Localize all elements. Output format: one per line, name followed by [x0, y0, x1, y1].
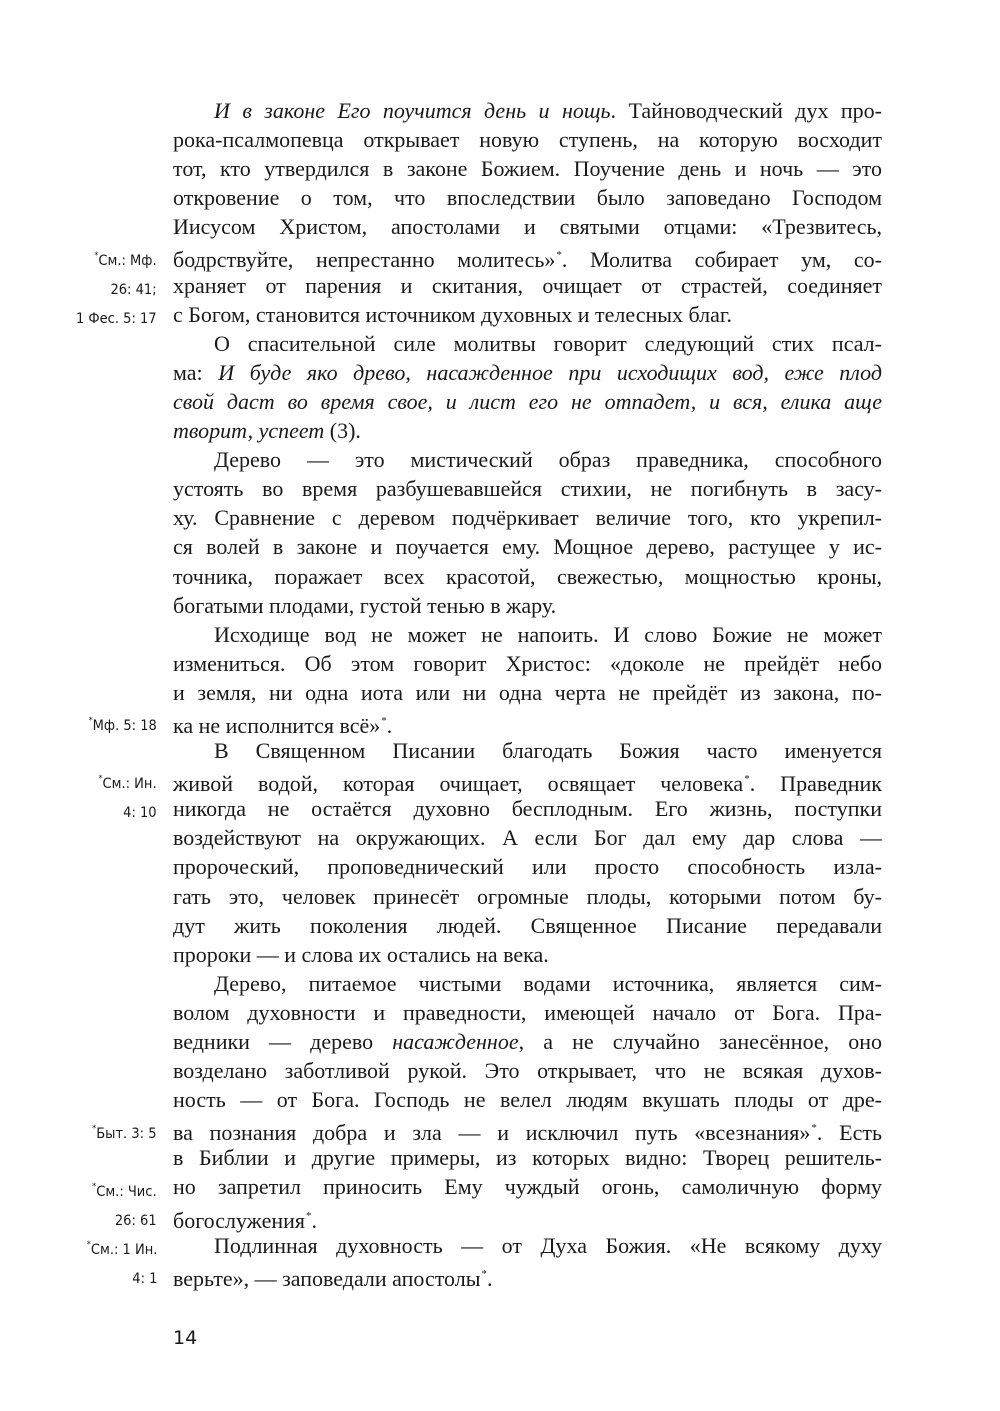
text-line	[173, 911, 882, 940]
text-line	[173, 649, 882, 678]
text-line	[173, 474, 882, 503]
text-run: точника, поражает всех красотой, свежестью, мощностью кроны,	[173, 563, 882, 589]
text-run: волом духовности и праведности, имеющей начало от Бога. Пра-	[173, 999, 882, 1025]
text-line	[173, 707, 882, 736]
text-run: Исходище вод не может не напоить. И слово Божие не может	[214, 621, 882, 647]
text-line	[173, 678, 882, 707]
text-run: В Священном Писании благодать Божия часто именуется	[214, 738, 882, 764]
text-line	[173, 591, 882, 620]
text-run: ся волей в законе и поучается ему. Мощное дерево, растущее у ис-	[173, 534, 882, 560]
text-run: богослужения	[173, 1207, 306, 1233]
text-line	[173, 940, 882, 969]
margin-note-text: См.: Ин.	[102, 776, 157, 793]
text-line	[173, 823, 882, 852]
margin-note	[92, 1173, 157, 1236]
text-run: бодрствуйте, непрестанно молитесь»	[173, 247, 556, 273]
text-run: верьте», — заповедали апостолы	[173, 1265, 481, 1291]
text-run: ведники — дерево	[173, 1029, 393, 1054]
footnote-marker: *	[88, 716, 93, 727]
text-run: дут жить поколения людей. Священное Писание передавали	[173, 912, 882, 938]
footnote-marker: *	[92, 1123, 97, 1134]
text-run: Иисусом Христом, апостолами и святыми отцами: «Трезвитесь,	[173, 214, 882, 240]
text-line	[173, 998, 882, 1027]
body-text	[173, 96, 882, 1289]
footnote-marker: *	[556, 249, 562, 262]
text-line	[173, 212, 882, 241]
margin-note	[86, 1231, 157, 1294]
text-line	[173, 736, 882, 765]
margin-note-text: См.: Чис.	[96, 1183, 157, 1200]
footnote-marker: *	[811, 1122, 817, 1135]
text-line	[173, 271, 882, 300]
text-run: откровение о том, что впоследствии было заповедано Господом	[173, 185, 882, 211]
text-run: . Праведник	[749, 771, 882, 797]
text-run: но запретил приносить Ему чуждый огонь, самоличную форму	[173, 1174, 882, 1200]
margin-note-line	[76, 276, 157, 305]
text-run: ка не исполнится всё»	[173, 712, 381, 738]
footnote-marker: *	[92, 1181, 97, 1192]
text-run: О спасительной силе молитвы говорит следующий стих псал-	[214, 330, 882, 356]
text-run: .	[487, 1265, 493, 1291]
text-line	[173, 387, 882, 416]
margin-note	[98, 765, 157, 828]
text-run: пророки — и слова их остались на века.	[173, 941, 549, 967]
margin-note-text: 26: 61	[115, 1212, 157, 1229]
page-number: 14	[173, 1327, 198, 1349]
text-line	[173, 1085, 882, 1114]
text-run: .	[386, 712, 393, 738]
margin-note-line	[92, 1173, 157, 1207]
text-line	[173, 445, 882, 474]
text-run: . Молитва собирает ум, со-	[561, 247, 882, 273]
italic-quote: творит, успеет	[173, 418, 325, 444]
text-line	[173, 1027, 882, 1056]
margin-note-line	[86, 1231, 157, 1265]
text-line	[173, 765, 882, 797]
text-run: тот, кто утвердился в законе Божием. Поучение день и ночь — это	[173, 156, 882, 182]
text-run: гать это, человек принесёт огромные плоды, которыми потом бу-	[173, 883, 882, 909]
margin-note-line	[76, 242, 157, 276]
text-run: храняет от парения и скитания, очищает от страстей, соединяет	[173, 272, 882, 298]
text-line	[173, 503, 882, 532]
text-run: и земля, ни одна иота или ни одна черта не прейдёт из закона, по-	[173, 679, 882, 705]
text-run: Дерево, питаемое чистыми водами источника, является сим-	[214, 970, 882, 996]
footnote-marker: *	[744, 773, 750, 786]
margin-note-line	[76, 305, 157, 334]
text-line	[173, 241, 882, 273]
italic-quote: И в законе Его поучится день и нощь	[214, 98, 611, 123]
footnote-marker: *	[306, 1209, 312, 1222]
text-line	[173, 1231, 882, 1260]
text-line	[173, 329, 882, 358]
italic-quote: свой даст во время свое, и лист его не отпадет, и вся, елика аще	[173, 388, 882, 414]
text-run: . Есть	[816, 1120, 882, 1146]
text-run: измениться. Об этом говорит Христос: «доколе не прейдёт небо	[173, 650, 882, 676]
margin-note-text: 4: 1	[131, 1270, 157, 1287]
text-run: Подлинная духовность — от Духа Божия. «Не всякому духу	[214, 1232, 882, 1258]
text-line	[173, 1114, 882, 1146]
text-run: .	[311, 1207, 318, 1233]
text-run: ва познания добра и зла — и исключил путь «всезнания»	[173, 1120, 811, 1146]
text-run: живой водой, которая очищает, освящает человека	[173, 771, 744, 797]
footnote-marker: *	[98, 774, 103, 785]
text-line	[173, 1172, 882, 1201]
margin-note-text: См.: 1 Ин.	[90, 1241, 157, 1258]
text-run: устоять во время разбушевавшейся стихии, не погибнуть в засу-	[173, 476, 882, 502]
text-line	[173, 416, 882, 445]
text-line	[173, 125, 882, 154]
text-run: , а не случайно занесённое, оно	[518, 1029, 882, 1054]
italic-quote: И буде яко древо, насажденное при исходищих вод, еже плод	[218, 359, 882, 385]
footnote-marker: *	[381, 714, 387, 727]
margin-note-text: Мф. 5: 18	[92, 718, 157, 735]
margin-note	[76, 242, 157, 334]
text-line	[173, 969, 882, 998]
text-run: богатыми плодами, густой тенью в жару.	[173, 592, 557, 618]
text-run: воздействуют на окружающих. А если Бог дал ему дар слова —	[173, 825, 882, 851]
text-line	[173, 882, 882, 911]
text-line	[173, 358, 882, 387]
text-line	[173, 183, 882, 212]
text-line	[173, 96, 882, 125]
margin-note-text: Быт. 3: 5	[96, 1125, 157, 1142]
text-run: в Библии и другие примеры, из которых видно: Творец решитель-	[173, 1145, 882, 1171]
margin-note-line	[88, 707, 157, 741]
margin-note-line	[98, 765, 157, 799]
footnote-marker: *	[86, 1239, 91, 1250]
italic-quote: насажденное	[392, 1029, 519, 1054]
text-run: . Тайноводческий дух про-	[610, 98, 882, 123]
text-line	[173, 620, 882, 649]
text-run: ху. Сравнение с деревом подчёркивает величие того, кто укрепил-	[173, 505, 882, 531]
margin-note-text: 4: 10	[123, 805, 157, 822]
footnote-marker: *	[481, 1267, 488, 1280]
footnote-marker: *	[94, 250, 99, 261]
text-line	[173, 562, 882, 591]
margin-note	[92, 1115, 157, 1149]
text-line	[173, 794, 882, 823]
text-line	[173, 1260, 882, 1289]
text-run: с Богом, становится источником духовных и телесных благ.	[173, 301, 732, 327]
margin-note-line	[86, 1265, 157, 1294]
text-run: никогда не остаётся духовно бесплодным. Его жизнь, поступки	[173, 796, 882, 822]
text-line	[173, 1202, 882, 1231]
text-line	[173, 1056, 882, 1085]
text-line	[173, 154, 882, 183]
text-line	[173, 532, 882, 561]
text-run: ность — от Бога. Господь не велел людям вкушать плоды от дре-	[173, 1087, 882, 1113]
text-run: рока-псалмопевца открывает новую ступень, на которую восходит	[173, 127, 882, 153]
text-line	[173, 300, 882, 329]
text-line	[173, 1143, 882, 1172]
text-run: Дерево — это мистический образ праведника, способного	[214, 447, 882, 473]
margin-note-text: См.: Мф.	[98, 252, 157, 269]
margin-note-text: 26: 41;	[110, 281, 157, 298]
text-run: (3).	[324, 418, 361, 444]
margin-note-line	[98, 799, 157, 828]
margin-note-text: 1 Фес. 5: 17	[76, 310, 157, 327]
text-run: возделано заботливой рукой. Это открывает, что не всякая духов-	[173, 1058, 882, 1084]
text-run: пророческий, проповеднический или просто способность изла-	[173, 854, 882, 880]
margin-note-line	[92, 1115, 157, 1149]
margin-note	[88, 707, 157, 741]
text-line	[173, 852, 882, 881]
text-run: ма:	[173, 359, 219, 385]
